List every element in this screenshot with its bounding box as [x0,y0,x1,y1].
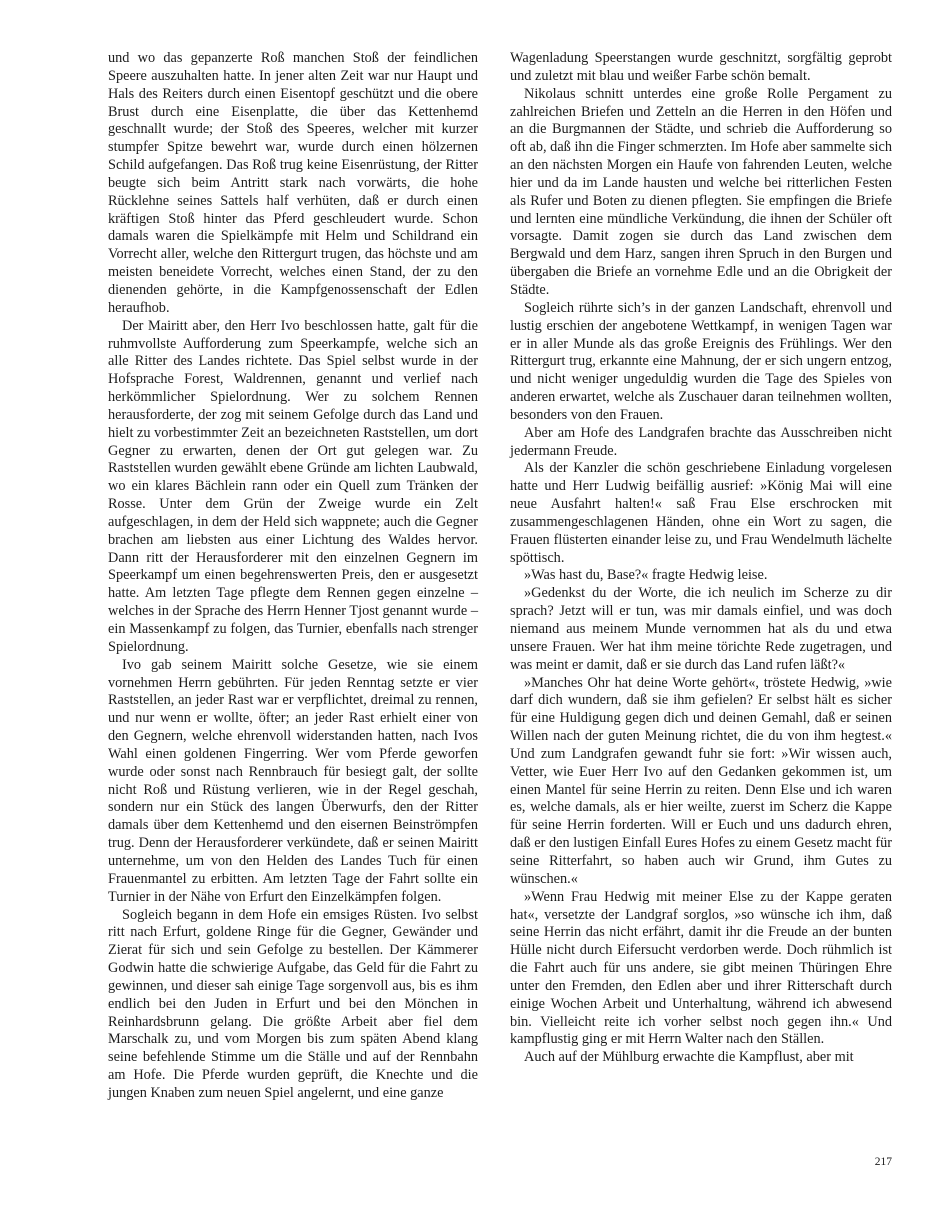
paragraph: und wo das gepanzerte Roß manchen Stoß der feindlichen Speere auszuhalten hatte. In jener alten Zeit war nur Haupt und Hals des Reiters durch einen Eisentopf geschützt und die obere Brust durch eine Eisenplatte, die über das Kettenhemd geschnallt wurde; der Stoß des Speeres, welcher mit kurzer stumpfer Spitze bewehrt war, wurde durch einen hölzernen Schild aufgefangen. Das Roß trug keine Eisenrüstung, der Ritter beugte sich beim Antritt stark nach vorwärts, die hohe Rücklehne seines Sattels half verhüten, daß er durch einen kräftigen Stoß hinter das Pferd geschleudert wurde. Schon damals waren die Spielkämpfe mit Helm und Schildrand ein Vorrecht aller, welche den Rittergurt trugen, das höchste und am meisten beneidete Vorrecht, welches einen Stand, der zu den dienenden gehörte, in die Kampfgenossenschaft der Edlen heraufhob. [108,50,478,316]
paragraph: Sogleich begann in dem Hofe ein emsiges Rüsten. Ivo selbst ritt nach Erfurt, goldene Ringe für die Gegner, Gewänder und Zierat für sich und sein Gefolge zu bestellen. Der Kämmerer Godwin hatte die schwierige Aufgabe, das Geld für die Fahrt zu gewinnen, und dieser sah einige Tage sorgenvoll aus, bis es ihm endlich bei den Juden in Erfurt und bei den Mönchen in Reinhardsbrunn gelang. Die größte Arbeit aber fiel dem Marschalk zu, und vom Morgen bis zum späten Abend klang seine befehlende Stimme um die Ställe und auf der Rennbahn am Hofe. Die Pferde wurden geprüft, die Knechte und die jungen Knaben zum neuen Spiel angelernt, und eine ganze [108,906,478,1101]
page-number: 217 [874,1156,892,1168]
paragraph: Ivo gab seinem Mairitt solche Gesetze, wie sie einem vornehmen Herrn gebührten. Für jeden Renntag setzte er vier Raststellen, an jeder Rast war er verpflichtet, dreimal zu rennen, und nur wenn er wollte, öfter; an jeder Rast erhielt einer von den Gegnern, welche ehrenvoll widerstanden hatten, nach Ivos Wahl einen goldenen Fingerring. Wer vom Pferde geworfen wurde oder sonst nach Rennbrauch für besiegt galt, der sollte nicht Roß und Rüstung verlieren, wie in der Regel geschah, sondern nur ein Stück des langen Überwurfs, den der Ritter damals über dem Kettenhemd und den eisernen Beinströmpfen trug. Denn der Herausforderer verkündete, daß er seinen Mairitt unternehme, um von den Helden des Landes Tuch für einen Frauenmantel zu erbitten. Am letzten Tage der Fahrt sollte ein Turnier in der Nähe von Erfurt den Einzelkämpfen folgen. [108,656,478,905]
right-text-column [510,50,892,1067]
paragraph: »Was hast du, Base?« fragte Hedwig leise. [524,567,768,584]
paragraph: »Wenn Frau Hedwig mit meiner Else zu der Kappe geraten hat«, versetzte der Landgraf sorglos, »so wünsche ich ihm, daß seine Herrin das nicht erfährt, damit ihr die Freude an der bunten Hülle nicht durch Eifersucht verdorben werde. Doch rühmlich ist die Fahrt auch für uns andere, sie gibt meinen Thüringen Ehre unter den Fremden, den Edlen aber und ihrer Ritterschaft durch einige Wochen Arbeit und Unterhaltung, während ich abwesend bin. Vielleicht reite ich vorher selbst noch gegen ihn.« Und kampflustig ging er mit Herrn Walter nach den Ställen. [510,888,892,1048]
paragraph: »Manches Ohr hat deine Worte gehört«, tröstete Hedwig, »wie darf dich wundern, daß sie ihm gefielen? Er selbst hält es sicher für eine Huldigung gegen dich und deinen Gemahl, daß er seinen Willen nach der guten Meinung richtet, die du von ihm hegtest.« Und zum Landgrafen gewandt fuhr sie fort: »Wir wissen auch, Vetter, wie Euer Herr Ivo auf den Gedanken gekommen ist, um einen Mantel für seine Herrin zu reiten. Denn Else und ich waren es, welche damals, als er hier weilte, zuerst im Scherz die Kappe für seine Herrin forderten. Will er Euch und uns dadurch ehren, daß er den lustigen Einfall Eures Hofes zu einem Gesetz macht für seine Ritterfahrt, so haben auch wir Grund, ihm Gutes zu wünschen.« [510,674,892,887]
paragraph: Auch auf der Mühlburg erwachte die Kampflust, aber mit [524,1049,854,1066]
paragraph: Sogleich rührte sich’s in der ganzen Landschaft, ehrenvoll und lustig erschien der angebotene Wettkampf, in wenigen Tagen war er in aller Munde als das große Ereignis des Frühlings. Wer den Rittergurt trug, erkannte eine Mahnung, der er sich ungern entzog, und nicht weniger ungeduldig wurden die Tage des Spieles von anderen erwartet, welche als Zuschauer daran teilnehmen wollten, besonders von den Frauen. [510,299,892,423]
paragraph: Wagenladung Speerstangen wurde geschnitzt, sorgfältig geprobt und zuletzt mit blau und weißer Farbe schön bemalt. [510,50,892,84]
left-text-column [108,50,478,1103]
paragraph: Als der Kanzler die schön geschriebene Einladung vorgelesen hatte und Herr Ludwig beifällig ausrief: »König Mai will eine neue Ausfahrt halten!« saß Frau Else erschrocken mit zusammengeschlagenen Händen, ohne ein Wort zu sagen, die Frauen flüsterten einander leise zu, und Frau Wendelmuth lächelte spöttisch. [510,460,892,566]
paragraph: Aber am Hofe des Landgrafen brachte das Ausschreiben nicht jedermann Freude. [510,424,892,459]
paragraph: Nikolaus schnitt unterdes eine große Rolle Pergament zu zahlreichen Briefen und Zetteln an die Herren in den Höfen und an die Burgmannen der Städte, und schrieb die Aufforderung so oft ab, daß ihn die Finger schmerzten. Im Hofe aber sammelte sich an den nächsten Morgen ein Haufe von fahrenden Leuten, welche hier und da im Lande hausten und welche bei ritterlichen Festen als Rufer und Boten zu dienen pflegten. Sie empfingen die Briefe und lernten eine mündliche Verkündung, die ihnen der Schüler oft vorsagte. Damit zogen sie durch das Land zwischen dem Bergwald und dem Harz, sangen ihren Spruch in den Burgen und übergaben die Briefe an vornehme Edle und an die Obrigkeit der Städte. [510,85,892,298]
paragraph: Der Mairitt aber, den Herr Ivo beschlossen hatte, galt für die ruhmvollste Aufforderung zum Speerkampfe, welche sich an alle Ritter des Landes richtete. Das Spiel selbst wurde in der Hofsprache Forest, Waldrennen, genannt und verlief nach herkömmlicher Spielordnung. Wer zu solchem Rennen herausforderte, der zog mit seinem Gefolge durch das Land und hielt zu vorbestimmter Zeit an bezeichneten Raststellen, um dort Gegner zu erwarten, denen der Ort gut gelegen war. Zu Raststellen wurden gewählt ebene Gründe am lichten Laubwald, wo ein klares Bächlein rann oder ein Quell zum Tränken der Rosse. Unter dem Grün der Zweige wurde ein Zelt aufgeschlagen, in dem der Held sich wappnete; auch die Gegner brachen am liebsten aus einer Lichtung des Waldes hervor. Dann ritt der Herausforderer mit den einzelnen Gegnern im Speerkampf um einen begehrenswerten Preis, den er ausgesetzt hatte. Am letzten Tage pflegte dem Rennen gegen einzelne – welches in der Sprache des Herrn Henner Tjost genannt wurde – ein Massenkampf zu folgen, das Turnier, ebenfalls nach strenger Spielordnung. [108,317,478,655]
paragraph: »Gedenkst du der Worte, die ich neulich im Scherze zu dir sprach? Jetzt will er tun, was mir damals einfiel, und was doch niemand aus meinem Munde vernommen hat als du und etwa unsere Frauen. Wer hat ihm meine törichte Rede zugetragen, und was meint er damit, daß er sie durch das Land rufen läßt?« [510,585,892,673]
